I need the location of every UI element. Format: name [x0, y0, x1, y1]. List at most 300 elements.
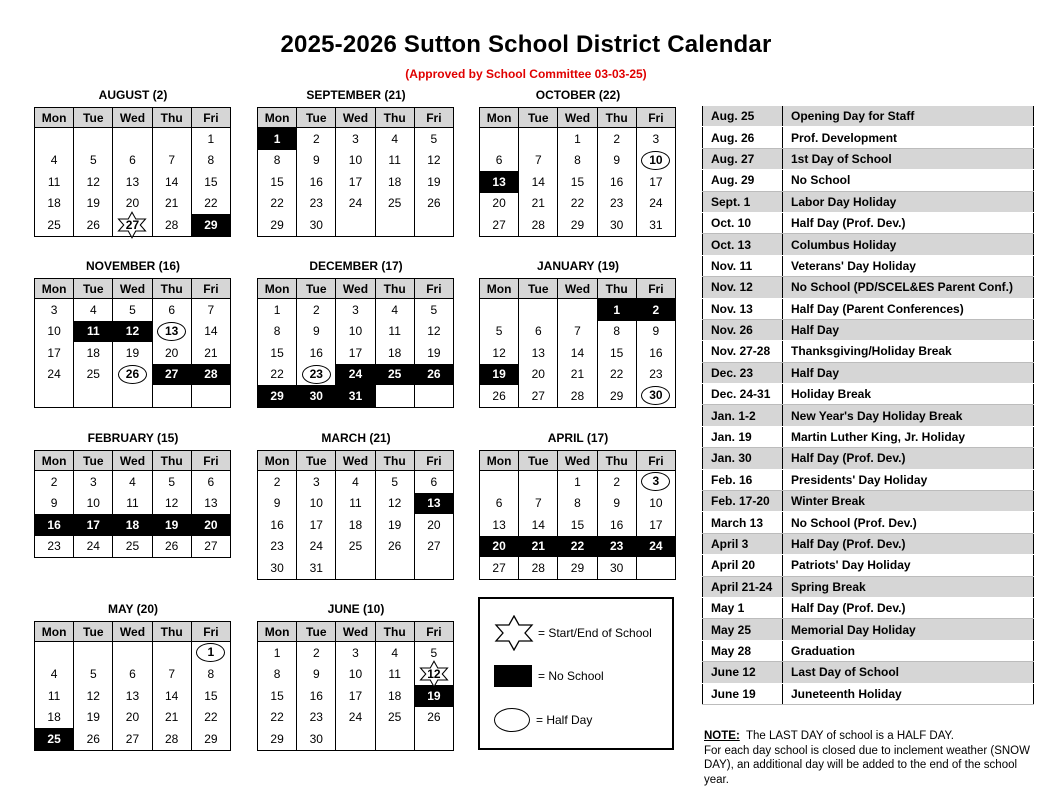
day-number: 23 — [609, 196, 624, 211]
event-row — [703, 212, 1034, 233]
day-number: 1 — [613, 302, 620, 317]
day-number: 8 — [613, 324, 620, 339]
school-day — [74, 299, 113, 321]
events-table — [702, 106, 1034, 705]
day-number: 30 — [609, 560, 624, 575]
day-number: 29 — [204, 731, 218, 746]
weekday-header: Thu — [597, 108, 636, 128]
week-row — [258, 128, 454, 150]
school-day — [414, 299, 453, 321]
day-number: 25 — [86, 367, 100, 382]
day-number: 23 — [47, 539, 61, 554]
school-day — [258, 299, 297, 321]
weekday-header: Wed — [113, 622, 152, 642]
weekday-header: Fri — [414, 622, 453, 642]
event-description: Martin Luther King, Jr. Holiday — [783, 426, 1034, 447]
school-day — [597, 471, 636, 493]
school-day — [74, 664, 113, 686]
weekday-header: Thu — [152, 108, 191, 128]
week-row — [480, 321, 676, 343]
half-day — [191, 642, 230, 664]
day-number: 16 — [649, 345, 663, 360]
week-row — [480, 214, 676, 236]
month-grid — [34, 621, 231, 751]
no-school-day — [597, 536, 636, 558]
day-number: 17 — [47, 345, 61, 360]
day-number: 13 — [427, 496, 441, 511]
event-date: May 28 — [703, 640, 783, 661]
day-number: 15 — [204, 174, 218, 189]
day-number: 26 — [427, 367, 441, 382]
weekday-header: Thu — [597, 279, 636, 299]
day-number: 17 — [348, 688, 363, 703]
weekday-header: Fri — [191, 279, 230, 299]
no-school-day — [636, 299, 675, 321]
school-day — [336, 536, 375, 558]
day-number: 26 — [427, 196, 441, 211]
week-row — [35, 536, 231, 558]
school-day — [336, 193, 375, 215]
weekday-header: Wed — [336, 279, 375, 299]
no-school-day — [336, 364, 375, 386]
day-number: 18 — [348, 517, 363, 532]
legend-start-end-label: = Start/End of School — [538, 626, 652, 640]
school-day — [375, 150, 414, 172]
day-number: 26 — [118, 365, 147, 384]
week-row — [35, 214, 231, 236]
event-date: Nov. 11 — [703, 255, 783, 276]
event-row — [703, 512, 1034, 533]
school-day — [191, 321, 230, 343]
day-number: 17 — [649, 174, 663, 189]
week-row — [258, 728, 454, 750]
day-number: 18 — [47, 710, 61, 725]
event-date: June 19 — [703, 683, 783, 704]
day-number: 7 — [534, 153, 542, 168]
day-number: 31 — [309, 560, 323, 575]
school-day — [74, 685, 113, 707]
day-number: 20 — [164, 345, 179, 360]
school-day — [597, 128, 636, 150]
event-description: Presidents' Day Holiday — [783, 469, 1034, 490]
day-number: 12 — [387, 496, 402, 511]
empty-day — [113, 385, 152, 407]
event-row — [703, 469, 1034, 490]
day-number: 24 — [309, 539, 323, 554]
school-day — [519, 557, 558, 579]
event-description: Half Day — [783, 319, 1034, 340]
school-day — [258, 536, 297, 558]
school-day — [597, 171, 636, 193]
day-number: 14 — [531, 517, 545, 532]
day-number: 2 — [273, 474, 281, 489]
no-school-day — [375, 364, 414, 386]
week-row — [35, 707, 231, 729]
event-date: Jan. 19 — [703, 426, 783, 447]
school-day — [375, 536, 414, 558]
day-number: 4 — [50, 153, 58, 168]
week-row — [480, 128, 676, 150]
school-day — [152, 707, 191, 729]
event-date: Nov. 12 — [703, 277, 783, 298]
event-date: Dec. 24-31 — [703, 384, 783, 405]
school-day — [480, 514, 519, 536]
event-date: Nov. 13 — [703, 298, 783, 319]
empty-day — [336, 557, 375, 579]
week-row — [35, 685, 231, 707]
day-number: 18 — [47, 196, 61, 211]
month-grid — [34, 278, 231, 408]
legend-no-school — [494, 665, 604, 687]
school-day — [152, 150, 191, 172]
school-day — [35, 493, 74, 515]
school-day — [258, 728, 297, 750]
day-number: 25 — [348, 539, 363, 554]
day-number: 8 — [207, 153, 215, 168]
week-row — [35, 471, 231, 493]
event-row — [703, 683, 1034, 704]
day-number: 8 — [207, 667, 215, 682]
day-number: 20 — [531, 367, 545, 382]
day-number: 14 — [164, 688, 179, 703]
weekday-header: Tue — [297, 108, 336, 128]
school-day — [297, 536, 336, 558]
weekday-header: Tue — [519, 451, 558, 471]
day-number: 27 — [125, 217, 140, 232]
week-row — [35, 728, 231, 750]
event-date: Aug. 27 — [703, 148, 783, 169]
school-day — [297, 299, 336, 321]
week-row — [35, 171, 231, 193]
empty-day — [35, 642, 74, 664]
month-calendar — [257, 602, 455, 751]
week-row — [35, 493, 231, 515]
no-school-day — [414, 493, 453, 515]
school-day — [597, 385, 636, 407]
day-number: 5 — [168, 474, 175, 489]
school-day — [558, 321, 597, 343]
school-day — [113, 493, 152, 515]
school-day — [113, 342, 152, 364]
school-day — [152, 471, 191, 493]
event-date: May 25 — [703, 619, 783, 640]
week-row — [258, 321, 454, 343]
day-number: 10 — [86, 496, 100, 511]
school-day — [35, 471, 74, 493]
legend-half-day-label: = Half Day — [536, 713, 593, 727]
day-number: 18 — [86, 345, 100, 360]
event-date: Jan. 30 — [703, 448, 783, 469]
day-number: 24 — [348, 710, 363, 725]
day-number: 24 — [348, 196, 363, 211]
day-number: 6 — [430, 474, 438, 489]
day-number: 11 — [126, 496, 139, 511]
day-number: 2 — [613, 474, 620, 489]
school-day — [597, 514, 636, 536]
day-number: 7 — [168, 153, 175, 168]
school-day — [375, 193, 414, 215]
weekday-header: Wed — [113, 279, 152, 299]
event-description: Juneteenth Holiday — [783, 683, 1034, 704]
day-number: 5 — [430, 131, 438, 146]
school-day — [414, 321, 453, 343]
day-number: 18 — [125, 517, 140, 532]
day-number: 4 — [50, 667, 58, 682]
school-day — [191, 342, 230, 364]
day-number: 11 — [349, 496, 362, 511]
day-number: 28 — [531, 217, 545, 232]
day-number: 5 — [391, 474, 398, 489]
school-day — [74, 193, 113, 215]
month-title: APRIL (17) — [547, 431, 609, 445]
event-description: Half Day (Prof. Dev.) — [783, 212, 1034, 233]
school-day — [414, 171, 453, 193]
day-number: 9 — [50, 496, 58, 511]
event-date: Nov. 27-28 — [703, 341, 783, 362]
day-number: 1 — [574, 474, 581, 489]
event-row — [703, 277, 1034, 298]
week-row — [258, 557, 454, 579]
school-day — [297, 493, 336, 515]
day-number: 29 — [570, 560, 585, 575]
day-number: 8 — [574, 496, 581, 511]
day-number: 4 — [391, 131, 398, 146]
empty-day — [480, 471, 519, 493]
empty-day — [113, 642, 152, 664]
event-row — [703, 576, 1034, 597]
day-number: 13 — [157, 322, 186, 341]
approval-subtitle: (Approved by School Committee 03-03-25) — [405, 67, 647, 81]
event-description: Holiday Break — [783, 384, 1034, 405]
day-number: 6 — [495, 153, 503, 168]
weekday-header: Fri — [414, 451, 453, 471]
school-day — [152, 171, 191, 193]
event-row — [703, 662, 1034, 683]
weekday-header: Mon — [35, 622, 74, 642]
weekday-header: Thu — [375, 279, 414, 299]
month-title: MARCH (21) — [321, 431, 391, 445]
school-day — [519, 193, 558, 215]
event-description: Half Day — [783, 362, 1034, 383]
event-row — [703, 148, 1034, 169]
day-number: 21 — [531, 196, 545, 211]
event-row — [703, 298, 1034, 319]
month-grid — [479, 107, 676, 237]
school-day — [597, 493, 636, 515]
week-row — [258, 664, 454, 686]
legend-no-school-label: = No School — [538, 669, 604, 683]
day-number: 9 — [613, 153, 620, 168]
no-school-day — [258, 128, 297, 150]
day-number: 26 — [387, 539, 402, 554]
day-number: 12 — [427, 667, 441, 682]
empty-day — [152, 385, 191, 407]
event-description: Veterans' Day Holiday — [783, 255, 1034, 276]
day-number: 10 — [47, 324, 61, 339]
school-day — [113, 685, 152, 707]
week-row — [258, 493, 454, 515]
day-number: 9 — [312, 153, 320, 168]
empty-day — [558, 299, 597, 321]
event-date: Nov. 26 — [703, 319, 783, 340]
school-day — [113, 171, 152, 193]
day-number: 5 — [430, 302, 438, 317]
empty-day — [414, 728, 453, 750]
week-row — [480, 299, 676, 321]
week-row — [480, 385, 676, 407]
school-day — [519, 214, 558, 236]
weekday-header: Fri — [191, 108, 230, 128]
school-day — [375, 642, 414, 664]
school-day — [375, 171, 414, 193]
school-day — [414, 193, 453, 215]
day-number: 12 — [164, 496, 179, 511]
weekday-header: Fri — [191, 622, 230, 642]
star-icon — [494, 615, 534, 651]
day-number: 28 — [570, 388, 585, 403]
no-school-day — [191, 514, 230, 536]
day-number: 29 — [270, 731, 284, 746]
weekday-header: Thu — [597, 451, 636, 471]
day-number: 17 — [348, 345, 363, 360]
day-number: 5 — [129, 302, 136, 317]
weekday-header: Tue — [74, 108, 113, 128]
day-number: 25 — [47, 217, 61, 232]
school-day — [297, 193, 336, 215]
school-day — [375, 493, 414, 515]
weekday-header: Mon — [480, 279, 519, 299]
oval-icon — [494, 708, 530, 732]
day-number: 6 — [495, 496, 503, 511]
day-number: 29 — [570, 217, 585, 232]
month-calendar — [257, 88, 455, 237]
event-date: Aug. 29 — [703, 170, 783, 191]
school-day — [297, 321, 336, 343]
day-number: 15 — [270, 688, 284, 703]
day-number: 22 — [570, 539, 585, 554]
school-day — [336, 514, 375, 536]
month-calendar — [479, 431, 677, 580]
no-school-day — [191, 364, 230, 386]
day-number: 7 — [534, 496, 542, 511]
event-description: Half Day (Prof. Dev.) — [783, 533, 1034, 554]
school-day — [258, 150, 297, 172]
day-number: 30 — [641, 386, 670, 405]
event-row — [703, 234, 1034, 255]
school-day — [414, 471, 453, 493]
week-row — [35, 342, 231, 364]
half-day — [113, 364, 152, 386]
week-row — [258, 214, 454, 236]
school-day — [558, 193, 597, 215]
day-number: 25 — [387, 710, 402, 725]
day-number: 9 — [652, 324, 660, 339]
event-date: Feb. 16 — [703, 469, 783, 490]
school-day — [558, 150, 597, 172]
school-day — [152, 214, 191, 236]
day-number: 15 — [204, 688, 218, 703]
day-number: 23 — [270, 539, 284, 554]
school-day — [191, 536, 230, 558]
school-day — [336, 642, 375, 664]
day-number: 3 — [352, 302, 359, 317]
note-block — [704, 729, 1034, 787]
day-number: 16 — [309, 174, 323, 189]
school-day — [636, 128, 675, 150]
week-row — [480, 364, 676, 386]
day-number: 30 — [309, 217, 323, 232]
day-number: 10 — [649, 496, 663, 511]
month-title: JANUARY (19) — [536, 259, 620, 273]
school-day — [258, 493, 297, 515]
school-day — [480, 150, 519, 172]
event-description: Last Day of School — [783, 662, 1034, 683]
school-day — [113, 536, 152, 558]
school-day — [414, 707, 453, 729]
event-date: Sept. 1 — [703, 191, 783, 212]
day-number: 4 — [391, 645, 398, 660]
day-number: 11 — [388, 324, 401, 339]
day-number: 27 — [531, 388, 545, 403]
week-row — [258, 364, 454, 386]
empty-day — [113, 128, 152, 150]
week-row — [258, 299, 454, 321]
month-grid — [479, 278, 676, 408]
school-day — [74, 493, 113, 515]
day-number: 9 — [273, 496, 281, 511]
month-title: AUGUST (2) — [98, 88, 168, 102]
school-day — [35, 364, 74, 386]
day-number: 17 — [649, 517, 663, 532]
event-date: May 1 — [703, 597, 783, 618]
school-day — [297, 128, 336, 150]
day-number: 16 — [609, 174, 624, 189]
day-number: 2 — [312, 302, 320, 317]
school-day — [74, 707, 113, 729]
day-number: 23 — [309, 710, 323, 725]
school-day — [74, 342, 113, 364]
event-date: April 21-24 — [703, 576, 783, 597]
no-school-day — [636, 536, 675, 558]
month-title: FEBRUARY (15) — [87, 431, 179, 445]
day-number: 20 — [125, 710, 140, 725]
school-day — [558, 342, 597, 364]
school-day — [258, 193, 297, 215]
school-day — [375, 321, 414, 343]
day-number: 30 — [309, 731, 323, 746]
day-number: 24 — [47, 367, 61, 382]
school-day — [258, 364, 297, 386]
event-row — [703, 640, 1034, 661]
school-day — [35, 707, 74, 729]
day-number: 30 — [270, 560, 284, 575]
school-day — [297, 214, 336, 236]
school-day — [152, 299, 191, 321]
day-number: 27 — [125, 731, 140, 746]
school-day — [375, 664, 414, 686]
weekday-header: Mon — [35, 451, 74, 471]
day-number: 5 — [89, 153, 97, 168]
school-day — [558, 471, 597, 493]
event-description: Thanksgiving/Holiday Break — [783, 341, 1034, 362]
school-day — [74, 150, 113, 172]
empty-day — [35, 128, 74, 150]
day-number: 3 — [50, 302, 58, 317]
school-day — [258, 471, 297, 493]
empty-day — [636, 557, 675, 579]
event-description: 1st Day of School — [783, 148, 1034, 169]
no-school-day — [414, 364, 453, 386]
